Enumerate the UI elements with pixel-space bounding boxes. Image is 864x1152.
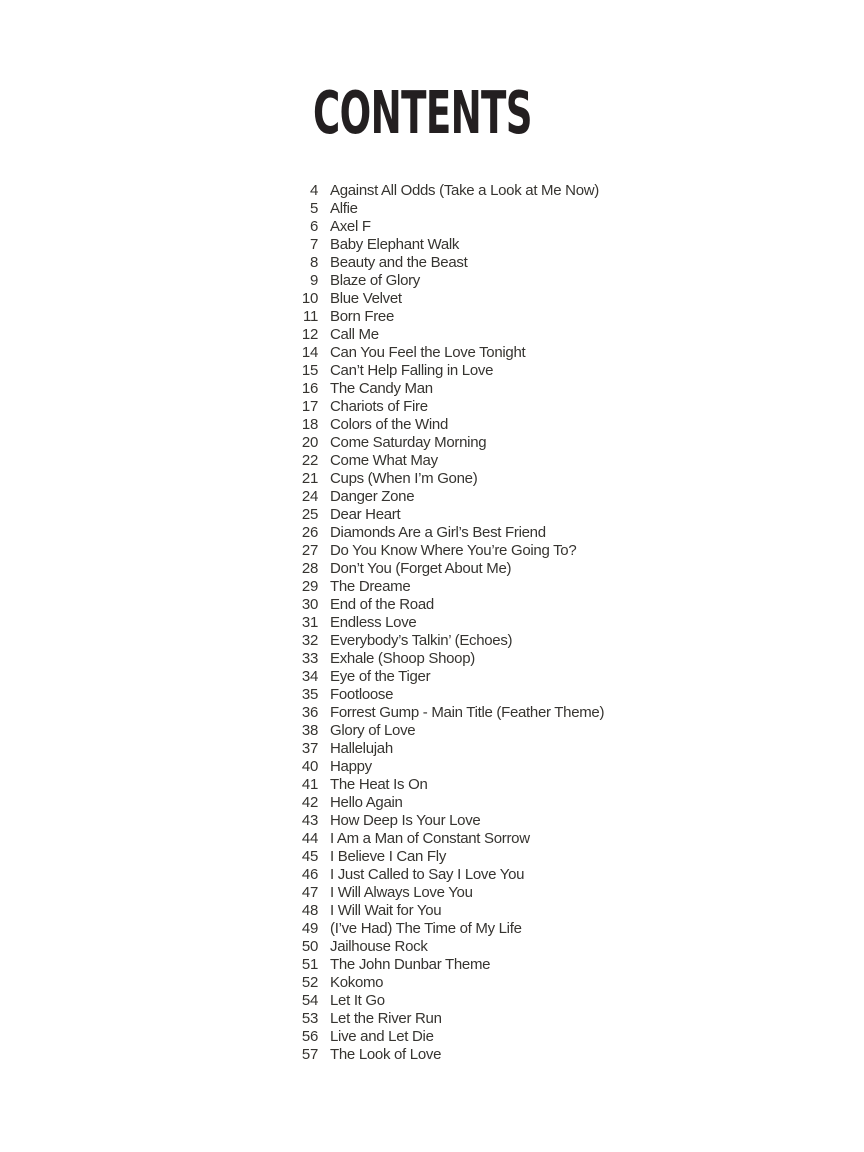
toc-entry-song-title: Alfie (330, 200, 358, 217)
toc-entry-page-number: 24 (301, 488, 318, 505)
toc-entry-page-number: 42 (301, 794, 318, 811)
toc-entry (0, 848, 864, 866)
toc-entry (0, 182, 864, 200)
toc-entry (0, 596, 864, 614)
toc-entry (0, 830, 864, 848)
toc-entry-song-title: The Dreame (330, 578, 411, 595)
toc-entry-song-title: I Just Called to Say I Love You (330, 866, 525, 883)
toc-entry (0, 470, 864, 488)
toc-entry-page-number: 18 (301, 416, 318, 433)
toc-entry-page-number: 30 (301, 596, 318, 613)
toc-entry-song-title: (I’ve Had) The Time of My Life (330, 920, 522, 937)
toc-entry-page-number: 28 (301, 560, 318, 577)
toc-entry-song-title: I Am a Man of Constant Sorrow (330, 830, 530, 847)
toc-entry (0, 812, 864, 830)
toc-entry-song-title: Diamonds Are a Girl’s Best Friend (330, 524, 546, 541)
toc-entry-song-title: I Believe I Can Fly (330, 848, 447, 865)
toc-entry-song-title: Born Free (330, 308, 394, 325)
toc-entry-page-number: 17 (301, 398, 318, 415)
toc-entry-song-title: How Deep Is Your Love (330, 812, 481, 829)
toc-entry-song-title: Forrest Gump - Main Title (Feather Theme) (330, 704, 605, 721)
toc-entry (0, 794, 864, 812)
toc-entry-song-title: Endless Love (330, 614, 417, 631)
toc-entry (0, 740, 864, 758)
toc-entry-page-number: 41 (301, 776, 318, 793)
toc-entry (0, 614, 864, 632)
toc-entry-page-number: 36 (301, 704, 318, 721)
toc-entry-song-title: Can You Feel the Love Tonight (330, 344, 526, 361)
toc-entry-song-title: Hello Again (330, 794, 403, 811)
toc-entry (0, 326, 864, 344)
toc-entry-song-title: Do You Know Where You’re Going To? (330, 542, 577, 559)
toc-entry-page-number: 27 (301, 542, 318, 559)
toc-entry (0, 542, 864, 560)
toc-entry (0, 902, 864, 920)
toc-entry-song-title: Axel F (330, 218, 371, 235)
toc-entry-song-title: Let It Go (330, 992, 385, 1009)
toc-entry-page-number: 46 (301, 866, 318, 883)
toc-entry (0, 452, 864, 470)
toc-entry-song-title: Blue Velvet (330, 290, 402, 307)
toc-entry (0, 632, 864, 650)
toc-entry-song-title: Everybody’s Talkin’ (Echoes) (330, 632, 513, 649)
toc-entry (0, 236, 864, 254)
toc-list (0, 182, 864, 1064)
toc-entry-song-title: The Candy Man (330, 380, 433, 397)
toc-entry-page-number: 43 (301, 812, 318, 829)
toc-entry (0, 398, 864, 416)
toc-entry (0, 722, 864, 740)
toc-entry-page-number: 8 (309, 254, 318, 271)
toc-entry (0, 362, 864, 380)
toc-entry-page-number: 34 (301, 668, 318, 685)
toc-entry-song-title: Cups (When I’m Gone) (330, 470, 478, 487)
toc-entry (0, 560, 864, 578)
toc-entry-song-title: Let the River Run (330, 1010, 442, 1027)
toc-entry-page-number: 56 (301, 1028, 318, 1045)
toc-entry (0, 524, 864, 542)
toc-entry (0, 380, 864, 398)
toc-entry-page-number: 53 (301, 1010, 318, 1027)
toc-entry (0, 1046, 864, 1064)
toc-entry-song-title: I Will Always Love You (330, 884, 473, 901)
toc-entry (0, 254, 864, 272)
toc-entry (0, 434, 864, 452)
toc-entry (0, 776, 864, 794)
toc-entry-song-title: Hallelujah (330, 740, 393, 757)
toc-entry (0, 488, 864, 506)
toc-entry-page-number: 57 (301, 1046, 318, 1063)
toc-entry (0, 668, 864, 686)
toc-entry-song-title: The Look of Love (330, 1046, 442, 1063)
toc-entry (0, 200, 864, 218)
toc-entry-song-title: Live and Let Die (330, 1028, 434, 1045)
toc-entry-page-number: 10 (301, 290, 318, 307)
toc-entry-page-number: 25 (301, 506, 318, 523)
toc-entry (0, 866, 864, 884)
toc-entry-song-title: Don’t You (Forget About Me) (330, 560, 512, 577)
toc-entry-page-number: 15 (301, 362, 318, 379)
toc-entry-song-title: Eye of the Tiger (330, 668, 431, 685)
toc-entry (0, 290, 864, 308)
toc-entry (0, 758, 864, 776)
toc-entry-page-number: 22 (301, 452, 318, 469)
toc-entry-page-number: 12 (301, 326, 318, 343)
toc-entry-song-title: Exhale (Shoop Shoop) (330, 650, 475, 667)
toc-entry-page-number: 5 (309, 200, 318, 217)
toc-entry-song-title: Danger Zone (330, 488, 415, 505)
toc-entry-song-title: Come What May (330, 452, 438, 469)
toc-entry-song-title: The Heat Is On (330, 776, 428, 793)
toc-entry-song-title: Colors of the Wind (330, 416, 448, 433)
toc-entry-page-number: 33 (301, 650, 318, 667)
toc-entry-page-number: 14 (301, 344, 318, 361)
toc-entry-page-number: 11 (303, 308, 318, 325)
toc-entry-song-title: Happy (330, 758, 372, 775)
toc-entry-page-number: 48 (301, 902, 318, 919)
toc-entry-page-number: 29 (301, 578, 318, 595)
toc-entry-song-title: Come Saturday Morning (330, 434, 487, 451)
toc-entry-song-title: Beauty and the Beast (330, 254, 468, 271)
toc-entry-page-number: 52 (301, 974, 318, 991)
toc-entry-song-title: The John Dunbar Theme (330, 956, 491, 973)
toc-entry-song-title: Dear Heart (330, 506, 401, 523)
toc-entry (0, 974, 864, 992)
toc-entry-page-number: 26 (301, 524, 318, 541)
toc-entry-page-number: 6 (309, 218, 318, 235)
toc-entry (0, 218, 864, 236)
toc-entry-page-number: 44 (301, 830, 318, 847)
toc-entry (0, 344, 864, 362)
toc-entry-page-number: 7 (309, 236, 318, 253)
toc-entry (0, 308, 864, 326)
toc-entry-song-title: Can’t Help Falling in Love (330, 362, 494, 379)
toc-entry (0, 272, 864, 290)
toc-entry-page-number: 37 (301, 740, 318, 757)
toc-entry-page-number: 31 (301, 614, 318, 631)
toc-entry (0, 956, 864, 974)
toc-entry-page-number: 20 (301, 434, 318, 451)
toc-entry-page-number: 16 (301, 380, 318, 397)
toc-entry-song-title: Call Me (330, 326, 379, 343)
toc-entry (0, 938, 864, 956)
page-title: CONTENTS (313, 78, 532, 147)
toc-entry-song-title: Jailhouse Rock (330, 938, 428, 955)
toc-entry (0, 992, 864, 1010)
toc-entry (0, 506, 864, 524)
toc-entry-song-title: Baby Elephant Walk (330, 236, 460, 253)
toc-entry-song-title: End of the Road (330, 596, 434, 613)
toc-entry-page-number: 21 (301, 470, 318, 487)
toc-entry-page-number: 45 (301, 848, 318, 865)
toc-entry (0, 884, 864, 902)
toc-entry-page-number: 9 (309, 272, 318, 289)
toc-entry (0, 1028, 864, 1046)
toc-entry-song-title: Footloose (330, 686, 394, 703)
toc-entry (0, 704, 864, 722)
toc-entry-page-number: 40 (301, 758, 318, 775)
toc-entry-page-number: 4 (309, 182, 318, 199)
toc-entry (0, 650, 864, 668)
toc-entry-page-number: 50 (301, 938, 318, 955)
toc-entry-page-number: 38 (301, 722, 318, 739)
toc-entry-page-number: 35 (301, 686, 318, 703)
toc-entry-song-title: Against All Odds (Take a Look at Me Now) (330, 182, 599, 199)
toc-entry-page-number: 47 (301, 884, 318, 901)
toc-entry-song-title: Glory of Love (330, 722, 416, 739)
toc-entry-song-title: Chariots of Fire (330, 398, 428, 415)
toc-entry (0, 416, 864, 434)
toc-entry (0, 1010, 864, 1028)
toc-entry (0, 578, 864, 596)
toc-entry-page-number: 54 (301, 992, 318, 1009)
toc-entry-song-title: I Will Wait for You (330, 902, 442, 919)
toc-entry-page-number: 51 (301, 956, 318, 973)
toc-entry (0, 920, 864, 938)
toc-entry-song-title: Kokomo (330, 974, 384, 991)
toc-entry-song-title: Blaze of Glory (330, 272, 421, 289)
toc-entry-page-number: 49 (301, 920, 318, 937)
toc-entry (0, 686, 864, 704)
toc-entry-page-number: 32 (301, 632, 318, 649)
